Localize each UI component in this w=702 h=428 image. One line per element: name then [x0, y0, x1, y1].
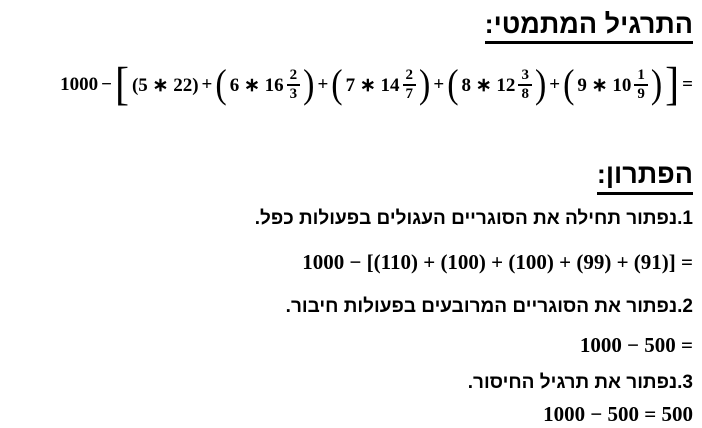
numerator: 3: [521, 67, 529, 84]
equation-minuend: 1000: [60, 74, 99, 96]
plus-operator: +: [549, 74, 561, 96]
denominator: 3: [287, 84, 301, 103]
fraction: [403, 67, 417, 104]
term-3-factors: 7 ∗ 14: [345, 74, 400, 96]
minus-operator: −: [101, 74, 112, 96]
fraction: [634, 67, 648, 104]
numerator: 1: [637, 67, 645, 84]
solution-step-1-label: 1.נפתור תחילה את הסוגריים העגולים בפעולות כפל.: [254, 207, 693, 229]
open-paren: (: [447, 62, 459, 107]
solution-step-3-label: 3.נפתור את תרגיל החיסור.: [467, 371, 693, 393]
term-2-factors: 6 ∗ 16: [229, 74, 284, 96]
open-paren: (: [331, 62, 343, 107]
exercise-title-text: התרגיל המתמטי:: [485, 8, 693, 44]
close-paren: ): [303, 62, 315, 107]
solution-title: [8, 158, 693, 194]
fraction: [518, 67, 532, 104]
plus-operator: +: [201, 74, 213, 96]
exercise-equation: [8, 56, 693, 114]
denominator: 9: [634, 84, 648, 103]
exercise-title: [8, 8, 693, 44]
plus-operator: +: [317, 74, 329, 96]
close-paren: ): [650, 62, 663, 107]
solution-step-1-equation: 1000 − [(110) + (100) + (100) + (99) + (91)] =: [302, 250, 693, 275]
denominator: 7: [403, 84, 417, 103]
numerator: 2: [405, 67, 414, 84]
denominator: 8: [518, 84, 532, 103]
close-paren: ): [419, 62, 431, 107]
open-paren: (: [563, 62, 575, 107]
close-paren: ): [534, 62, 547, 107]
solution-step-3-equation: 1000 − 500 = 500: [543, 402, 693, 427]
open-bracket: [: [114, 59, 129, 112]
fraction: [287, 67, 301, 104]
solution-step-2-label: 2.נפתור את הסוגריים המרובעים בפעולות חיבור.: [285, 295, 693, 317]
close-bracket: ]: [665, 59, 680, 112]
term-5-factors: 9 ∗ 10: [577, 74, 632, 96]
solution-step-2-equation: 1000 − 500 =: [579, 333, 693, 358]
term-4-factors: 8 ∗ 12: [461, 74, 516, 96]
open-paren: (: [215, 62, 227, 107]
equals-sign: =: [682, 74, 693, 96]
solution-title-text: הפתרון:: [597, 158, 693, 194]
plus-operator: +: [433, 74, 445, 96]
term-1: (5 ∗ 22): [131, 74, 199, 96]
numerator: 2: [289, 67, 298, 84]
